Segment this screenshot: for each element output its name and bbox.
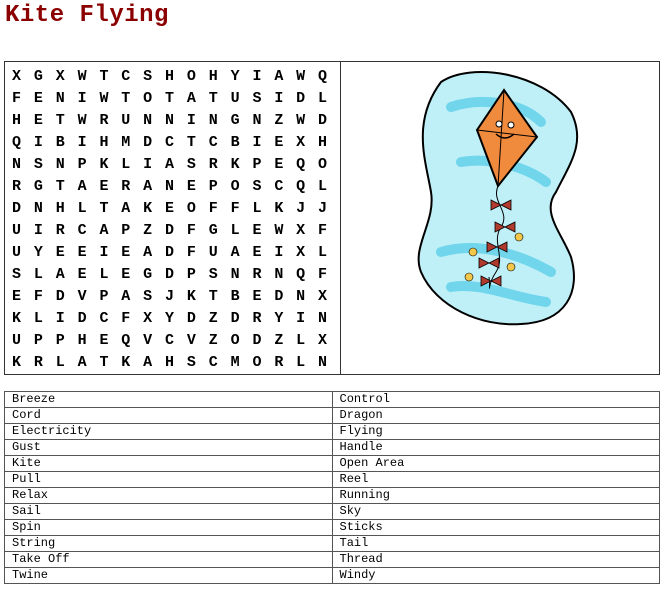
grid-letter: I xyxy=(296,309,306,327)
grid-letter: N xyxy=(55,89,65,107)
grid-letter: P xyxy=(208,177,218,195)
grid-letter: K xyxy=(230,155,240,173)
word-item: Gust xyxy=(5,440,333,456)
grid-letter: E xyxy=(252,243,262,261)
grid-letter: A xyxy=(121,199,131,217)
grid-letter: A xyxy=(77,353,87,371)
grid-letter: D xyxy=(274,287,284,305)
grid-letter: D xyxy=(230,309,240,327)
grid-letter: C xyxy=(77,221,87,239)
grid-letter: K xyxy=(186,287,196,305)
grid-letter: Q xyxy=(12,133,22,151)
grid-letter: C xyxy=(208,133,218,151)
grid-row xyxy=(12,263,340,285)
grid-letter: P xyxy=(77,155,87,173)
grid-letter: G xyxy=(230,111,240,129)
word-row xyxy=(5,456,660,472)
grid-letter: T xyxy=(99,199,109,217)
word-row xyxy=(5,472,660,488)
grid-letter: C xyxy=(121,67,131,85)
grid-letter: O xyxy=(230,331,240,349)
grid-letter: Q xyxy=(318,67,328,85)
letter-grid xyxy=(5,62,341,374)
grid-letter: D xyxy=(165,221,175,239)
word-row xyxy=(5,568,660,584)
grid-letter: Y xyxy=(33,243,43,261)
grid-letter: R xyxy=(252,265,262,283)
grid-row xyxy=(12,307,340,329)
grid-letter: S xyxy=(252,177,262,195)
grid-letter: E xyxy=(121,243,131,261)
grid-row xyxy=(12,109,340,131)
grid-letter: L xyxy=(296,331,306,349)
grid-letter: T xyxy=(99,353,109,371)
grid-letter: N xyxy=(143,111,153,129)
grid-letter: B xyxy=(55,133,65,151)
word-row xyxy=(5,408,660,424)
grid-letter: K xyxy=(99,155,109,173)
grid-letter: O xyxy=(252,353,262,371)
grid-letter: D xyxy=(165,265,175,283)
grid-letter: A xyxy=(99,221,109,239)
grid-letter: I xyxy=(143,155,153,173)
grid-letter: I xyxy=(252,67,262,85)
grid-letter: E xyxy=(77,243,87,261)
grid-letter: H xyxy=(55,199,65,217)
grid-letter: L xyxy=(77,199,87,217)
grid-row xyxy=(12,87,340,109)
grid-letter: H xyxy=(165,67,175,85)
word-item: Cord xyxy=(5,408,333,424)
grid-letter: O xyxy=(318,155,328,173)
grid-letter: K xyxy=(274,199,284,217)
grid-letter: N xyxy=(296,287,306,305)
grid-letter: V xyxy=(186,331,196,349)
word-row xyxy=(5,520,660,536)
grid-letter: I xyxy=(77,133,87,151)
word-item: Sky xyxy=(332,504,660,520)
grid-letter: D xyxy=(55,287,65,305)
grid-letter: T xyxy=(99,67,109,85)
grid-letter: L xyxy=(33,265,43,283)
grid-letter: L xyxy=(121,155,131,173)
grid-letter: E xyxy=(33,111,43,129)
grid-letter: L xyxy=(318,177,328,195)
grid-letter: F xyxy=(186,243,196,261)
grid-letter: N xyxy=(274,265,284,283)
grid-letter: U xyxy=(12,331,22,349)
grid-letter: N xyxy=(318,309,328,327)
word-item: Tail xyxy=(332,536,660,552)
grid-letter: N xyxy=(318,353,328,371)
grid-letter: L xyxy=(33,309,43,327)
grid-letter: P xyxy=(33,331,43,349)
grid-letter: B xyxy=(230,287,240,305)
grid-letter: A xyxy=(55,265,65,283)
grid-letter: F xyxy=(33,287,43,305)
grid-row xyxy=(12,329,340,351)
grid-row xyxy=(12,241,340,263)
grid-letter: J xyxy=(296,199,306,217)
grid-letter: W xyxy=(274,221,284,239)
grid-letter: T xyxy=(55,111,65,129)
grid-letter: G xyxy=(33,67,43,85)
grid-letter: E xyxy=(121,265,131,283)
grid-letter: X xyxy=(318,331,328,349)
grid-letter: I xyxy=(186,111,196,129)
grid-letter: J xyxy=(165,287,175,305)
grid-letter: A xyxy=(274,67,284,85)
grid-letter: E xyxy=(99,177,109,195)
grid-letter: D xyxy=(296,89,306,107)
grid-letter: Y xyxy=(165,309,175,327)
grid-letter: F xyxy=(208,199,218,217)
word-item: Spin xyxy=(5,520,333,536)
grid-letter: D xyxy=(143,133,153,151)
word-item: Dragon xyxy=(332,408,660,424)
grid-letter: Q xyxy=(121,331,131,349)
grid-letter: A xyxy=(143,177,153,195)
grid-letter: O xyxy=(143,89,153,107)
grid-letter: R xyxy=(208,155,218,173)
grid-letter: W xyxy=(296,111,306,129)
grid-letter: F xyxy=(121,309,131,327)
word-item: Flying xyxy=(332,424,660,440)
word-item: Kite xyxy=(5,456,333,472)
grid-letter: U xyxy=(121,111,131,129)
grid-letter: I xyxy=(274,89,284,107)
grid-letter: O xyxy=(186,67,196,85)
word-item: Twine xyxy=(5,568,333,584)
word-item: Sail xyxy=(5,504,333,520)
kite-illustration xyxy=(341,62,659,374)
word-row xyxy=(5,536,660,552)
grid-letter: R xyxy=(99,111,109,129)
grid-letter: T xyxy=(186,133,196,151)
word-item: String xyxy=(5,536,333,552)
grid-letter: C xyxy=(99,309,109,327)
grid-letter: F xyxy=(186,221,196,239)
grid-letter: C xyxy=(165,133,175,151)
word-item: Reel xyxy=(332,472,660,488)
grid-letter: A xyxy=(186,89,196,107)
grid-letter: W xyxy=(296,67,306,85)
word-item: Pull xyxy=(5,472,333,488)
grid-letter: U xyxy=(208,243,218,261)
grid-letter: E xyxy=(33,89,43,107)
grid-letter: N xyxy=(230,265,240,283)
grid-letter: L xyxy=(252,199,262,217)
grid-letter: V xyxy=(77,287,87,305)
grid-letter: A xyxy=(143,243,153,261)
grid-letter: S xyxy=(252,89,262,107)
grid-letter: W xyxy=(77,111,87,129)
grid-letter: S xyxy=(143,287,153,305)
grid-letter: K xyxy=(12,309,22,327)
grid-letter: M xyxy=(230,353,240,371)
grid-letter: F xyxy=(230,199,240,217)
puzzle-box xyxy=(4,61,660,375)
grid-letter: L xyxy=(55,353,65,371)
grid-letter: R xyxy=(274,353,284,371)
grid-letter: C xyxy=(274,177,284,195)
grid-row xyxy=(12,351,340,373)
word-item: Open Area xyxy=(332,456,660,472)
grid-row xyxy=(12,153,340,175)
grid-letter: Q xyxy=(296,177,306,195)
grid-letter: S xyxy=(186,353,196,371)
grid-letter: R xyxy=(121,177,131,195)
grid-letter: P xyxy=(121,221,131,239)
grid-letter: X xyxy=(12,67,22,85)
grid-letter: P xyxy=(252,155,262,173)
grid-letter: J xyxy=(318,199,328,217)
word-item: Sticks xyxy=(332,520,660,536)
grid-letter: Z xyxy=(208,309,218,327)
grid-letter: G xyxy=(33,177,43,195)
grid-letter: T xyxy=(208,89,218,107)
grid-letter: R xyxy=(12,177,22,195)
grid-letter: D xyxy=(252,331,262,349)
grid-letter: E xyxy=(55,243,65,261)
grid-letter: D xyxy=(165,243,175,261)
word-item: Take Off xyxy=(5,552,333,568)
grid-letter: N xyxy=(208,111,218,129)
grid-letter: Y xyxy=(230,67,240,85)
grid-letter: E xyxy=(77,265,87,283)
grid-letter: F xyxy=(318,265,328,283)
picture-cell xyxy=(341,62,659,374)
grid-letter: H xyxy=(165,353,175,371)
grid-letter: L xyxy=(296,353,306,371)
grid-letter: X xyxy=(296,133,306,151)
grid-letter: P xyxy=(186,265,196,283)
grid-letter: C xyxy=(208,353,218,371)
grid-letter: T xyxy=(55,177,65,195)
grid-letter: D xyxy=(186,309,196,327)
grid-letter: N xyxy=(55,155,65,173)
grid-letter: V xyxy=(143,331,153,349)
grid-letter: A xyxy=(121,287,131,305)
grid-letter: H xyxy=(99,133,109,151)
grid-letter: H xyxy=(318,133,328,151)
grid-letter: T xyxy=(208,287,218,305)
grid-letter: Q xyxy=(296,265,306,283)
grid-letter: X xyxy=(318,287,328,305)
word-item: Relax xyxy=(5,488,333,504)
grid-letter: S xyxy=(143,67,153,85)
grid-letter: G xyxy=(208,221,218,239)
grid-row xyxy=(12,285,340,307)
grid-letter: I xyxy=(99,243,109,261)
grid-letter: O xyxy=(186,199,196,217)
grid-letter: R xyxy=(252,309,262,327)
grid-letter: O xyxy=(230,177,240,195)
grid-letter: N xyxy=(165,111,175,129)
word-item: Thread xyxy=(332,552,660,568)
grid-letter: I xyxy=(33,133,43,151)
grid-letter: F xyxy=(12,89,22,107)
grid-letter: E xyxy=(252,287,262,305)
grid-letter: E xyxy=(274,155,284,173)
grid-letter: I xyxy=(33,221,43,239)
grid-letter: Z xyxy=(208,331,218,349)
grid-letter: B xyxy=(230,133,240,151)
grid-letter: I xyxy=(252,133,262,151)
grid-letter: M xyxy=(121,133,131,151)
grid-letter: E xyxy=(12,287,22,305)
grid-letter: N xyxy=(252,111,262,129)
grid-letter: A xyxy=(77,177,87,195)
word-row xyxy=(5,440,660,456)
grid-letter: D xyxy=(12,199,22,217)
grid-letter: E xyxy=(274,133,284,151)
word-item: Windy xyxy=(332,568,660,584)
grid-letter: L xyxy=(318,89,328,107)
grid-letter: E xyxy=(186,177,196,195)
grid-letter: L xyxy=(318,243,328,261)
word-row xyxy=(5,424,660,440)
grid-row xyxy=(12,197,340,219)
word-item: Handle xyxy=(332,440,660,456)
grid-letter: W xyxy=(99,89,109,107)
grid-letter: N xyxy=(33,199,43,217)
grid-letter: Y xyxy=(274,309,284,327)
grid-letter: H xyxy=(208,67,218,85)
word-item: Electricity xyxy=(5,424,333,440)
word-item: Breeze xyxy=(5,392,333,408)
grid-letter: U xyxy=(230,89,240,107)
grid-letter: S xyxy=(186,155,196,173)
grid-letter: N xyxy=(165,177,175,195)
grid-letter: Z xyxy=(274,331,284,349)
grid-letter: I xyxy=(77,89,87,107)
grid-row xyxy=(12,131,340,153)
grid-letter: K xyxy=(12,353,22,371)
grid-letter: H xyxy=(77,331,87,349)
grid-letter: R xyxy=(33,353,43,371)
grid-letter: U xyxy=(12,243,22,261)
grid-letter: Z xyxy=(143,221,153,239)
word-row xyxy=(5,488,660,504)
grid-letter: I xyxy=(274,243,284,261)
grid-row xyxy=(12,175,340,197)
grid-letter: A xyxy=(143,353,153,371)
grid-letter: S xyxy=(208,265,218,283)
grid-letter: S xyxy=(12,265,22,283)
word-item: Running xyxy=(332,488,660,504)
grid-letter: X xyxy=(296,221,306,239)
grid-letter: W xyxy=(77,67,87,85)
grid-letter: U xyxy=(12,221,22,239)
grid-letter: L xyxy=(230,221,240,239)
word-item: Control xyxy=(332,392,660,408)
word-row xyxy=(5,504,660,520)
grid-letter: P xyxy=(55,331,65,349)
page-title: Kite Flying xyxy=(5,2,169,29)
grid-letter: G xyxy=(143,265,153,283)
grid-letter: K xyxy=(121,353,131,371)
word-row xyxy=(5,392,660,408)
grid-letter: E xyxy=(99,331,109,349)
grid-letter: L xyxy=(99,265,109,283)
grid-letter: F xyxy=(318,221,328,239)
grid-letter: Q xyxy=(296,155,306,173)
grid-letter: E xyxy=(165,199,175,217)
grid-row xyxy=(12,65,340,87)
grid-letter: T xyxy=(121,89,131,107)
grid-letter: S xyxy=(33,155,43,173)
grid-letter: H xyxy=(12,111,22,129)
grid-letter: P xyxy=(99,287,109,305)
grid-letter: D xyxy=(77,309,87,327)
grid-letter: R xyxy=(55,221,65,239)
grid-letter: D xyxy=(318,111,328,129)
grid-letter: T xyxy=(165,89,175,107)
grid-letter: X xyxy=(296,243,306,261)
grid-letter: E xyxy=(252,221,262,239)
grid-letter: A xyxy=(165,155,175,173)
grid-row xyxy=(12,219,340,241)
grid-letter: X xyxy=(55,67,65,85)
grid-letter: A xyxy=(230,243,240,261)
grid-letter: X xyxy=(143,309,153,327)
grid-letter: K xyxy=(143,199,153,217)
grid-letter: I xyxy=(55,309,65,327)
grid-letter: Z xyxy=(274,111,284,129)
grid-letter: N xyxy=(12,155,22,173)
grid-letter: C xyxy=(165,331,175,349)
word-list xyxy=(4,391,660,584)
word-row xyxy=(5,552,660,568)
